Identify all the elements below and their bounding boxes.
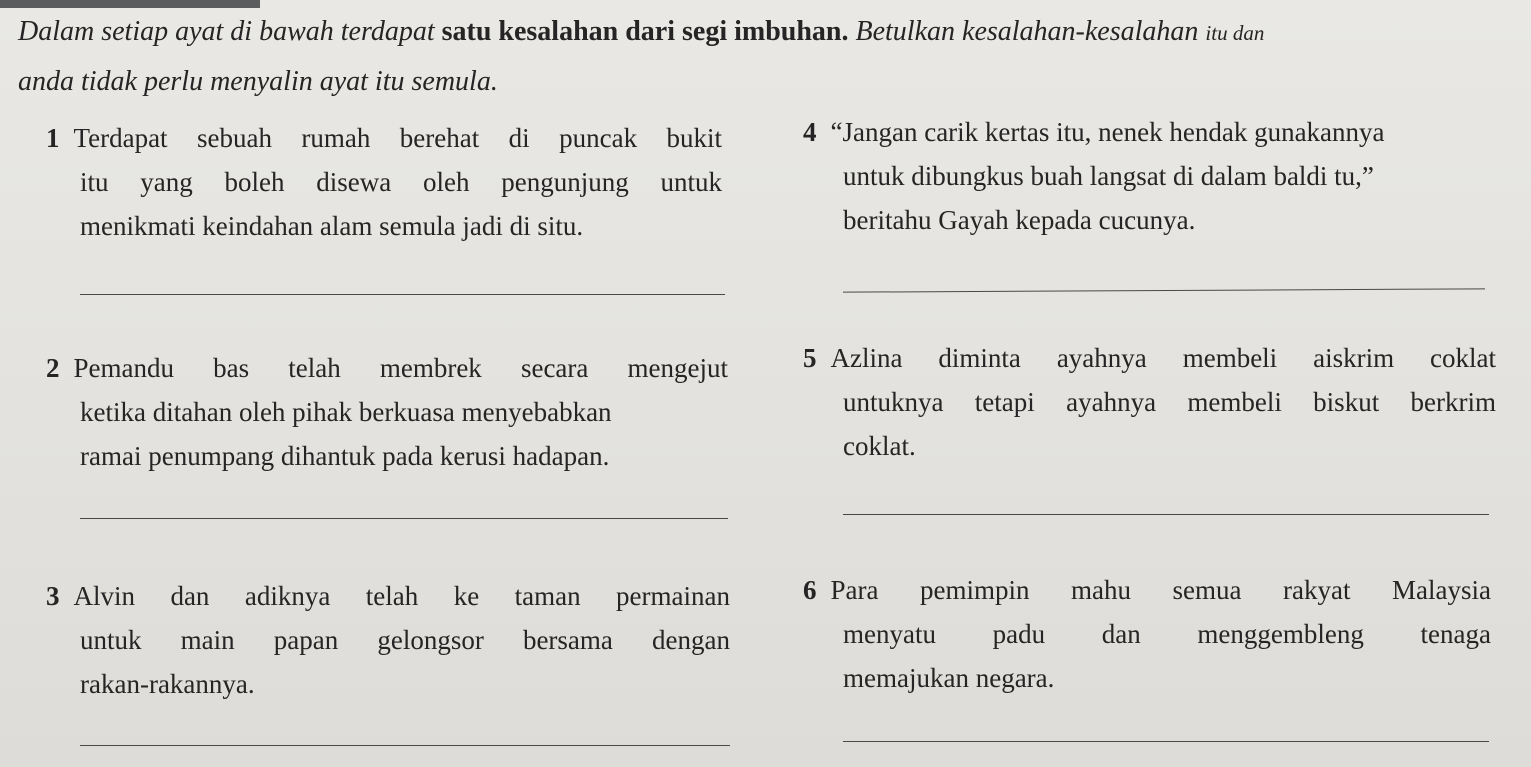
question-1 (46, 116, 722, 248)
instruction-line-2: anda tidak perlu menyalin ayat itu semula. (18, 66, 498, 97)
question-number: 1 (46, 123, 60, 153)
answer-line-1[interactable] (80, 294, 725, 295)
question-1-line-2: itu yang boleh disewa oleh pengunjung untuk (80, 167, 722, 197)
question-2-line-3: ramai penumpang dihantuk pada kerusi hadapan. (80, 441, 610, 471)
question-4-line-1: 4 “Jangan carik kertas itu, nenek hendak gunakannya (803, 117, 1385, 147)
question-6-line-3: memajukan negara. (843, 663, 1055, 693)
answer-line-2[interactable] (80, 518, 728, 519)
question-5 (803, 336, 1496, 468)
question-3-line-1: 3 Alvin dan adiknya telah ke taman permainan (46, 581, 730, 611)
question-2-line-1: 2 Pemandu bas telah membrek secara mengejut (46, 353, 728, 383)
question-5-line-2: untuknya tetapi ayahnya membeli biskut berkrim (843, 387, 1496, 417)
question-3-line-3: rakan-rakannya. (80, 669, 255, 699)
question-number: 5 (803, 343, 817, 373)
question-3-line-2: untuk main papan gelongsor bersama dengan (80, 625, 730, 655)
answer-line-5[interactable] (843, 514, 1489, 515)
answer-line-6[interactable] (843, 741, 1489, 742)
question-2-line-2: ketika ditahan oleh pihak berkuasa menyebabkan (80, 397, 612, 427)
instruction-text-italic: Dalam setiap ayat di bawah terdapat (18, 16, 435, 47)
question-6 (803, 568, 1491, 700)
question-number: 4 (803, 117, 817, 147)
question-1-line-3: menikmati keindahan alam semula jadi di situ. (80, 211, 584, 241)
instruction-text-tail: itu dan (1205, 21, 1265, 45)
question-5-line-3: coklat. (843, 431, 916, 461)
question-6-line-1: 6 Para pemimpin mahu semua rakyat Malaysia (803, 575, 1491, 605)
instruction-text-italic-2: Betulkan kesalahan-kesalahan (855, 16, 1199, 47)
question-1-line-1: 1 Terdapat sebuah rumah berehat di puncak bukit (46, 123, 722, 153)
question-3 (46, 574, 730, 706)
question-number: 2 (46, 353, 60, 383)
instruction-text-bold: satu kesalahan dari segi imbuhan. (441, 16, 849, 47)
question-6-line-2: menyatu padu dan menggembleng tenaga (843, 619, 1491, 649)
instruction-line-1 (18, 16, 1518, 49)
question-2 (46, 346, 728, 478)
page-edge-shadow (0, 0, 260, 8)
question-number: 3 (46, 581, 60, 611)
answer-line-3[interactable] (80, 745, 730, 746)
question-number: 6 (803, 575, 817, 605)
question-5-line-1: 5 Azlina diminta ayahnya membeli aiskrim coklat (803, 343, 1496, 373)
answer-line-4[interactable] (843, 288, 1485, 292)
question-4 (803, 110, 1503, 242)
question-4-line-3: beritahu Gayah kepada cucunya. (843, 205, 1196, 235)
question-4-line-2: untuk dibungkus buah langsat di dalam baldi tu,” (843, 161, 1374, 191)
